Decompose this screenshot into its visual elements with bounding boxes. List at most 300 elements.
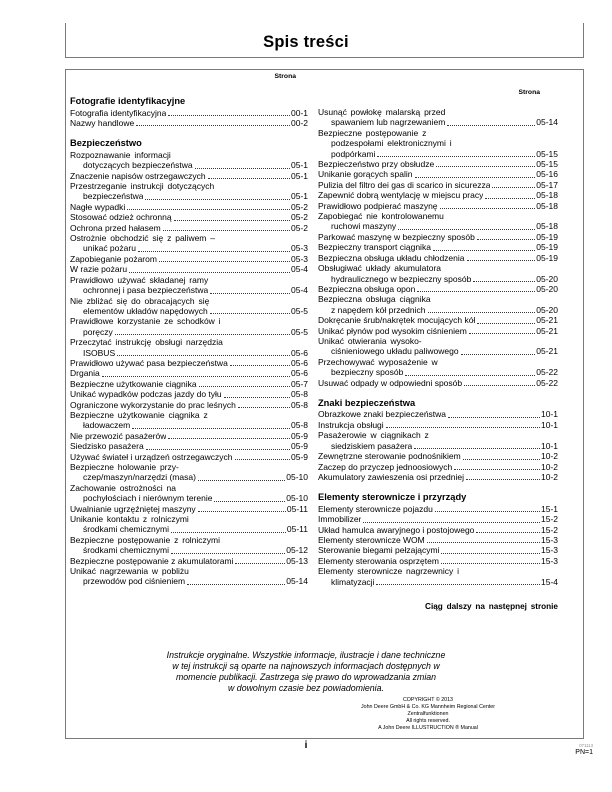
toc-entry-line — [318, 315, 558, 325]
toc-leader-dots — [473, 281, 535, 282]
toc-entry-title: środkami chemicznymi — [83, 545, 169, 556]
toc-entry-line — [318, 545, 558, 555]
toc-entry-page: 05-2 — [290, 222, 308, 233]
toc-entry-page: 05-7 — [290, 378, 308, 389]
toc-entry-page: 05-19 — [536, 252, 558, 263]
toc-entry-title: Znaczenie napisów ostrzegawczych — [70, 170, 206, 181]
toc-entry-page: 05-17 — [536, 179, 558, 190]
toc-entry-title: Drgania — [70, 368, 100, 379]
toc-entry-line — [318, 180, 558, 190]
toc-entry-page: 05-18 — [536, 200, 558, 211]
toc-entry-page: 05-10 — [286, 472, 308, 483]
toc-entry-page: 05-4 — [290, 264, 308, 275]
toc-entry-page: 05-5 — [290, 305, 308, 316]
toc-entry-title: Obrazkowe znaki bezpieczeństwa — [318, 409, 447, 420]
toc-leader-dots — [435, 511, 540, 512]
footer-notice-line: Instrukcje oryginalne. Wszystkie informacje, ilustracje i dane techniczne — [166, 650, 446, 660]
toc-leader-dots — [428, 312, 536, 313]
toc-entry-page: 05-1 — [290, 170, 308, 181]
toc-entry-page: 05-10 — [286, 493, 308, 504]
toc-leader-dots — [224, 397, 290, 398]
toc-section — [318, 107, 558, 388]
toc-entry-line — [318, 346, 558, 356]
toc-entry-line: Zachowanie ostrożności na — [70, 482, 177, 493]
toc-entry-title: Zewnętrzne sterowanie podnośnikiem — [318, 451, 461, 462]
footer-notice-line: momencie publikacji. Zastrzega się prawo do wprowadzania zmian — [175, 671, 437, 682]
toc-entry-line — [318, 169, 558, 179]
toc-entry-title: Zapobieganie pożarom — [70, 253, 157, 264]
toc-entry-line: Zapobiegać nie kontrolowanemu — [318, 211, 444, 222]
toc-leader-dots — [214, 501, 285, 502]
toc-entry-page: 05-22 — [536, 367, 558, 378]
toc-entry-line — [318, 451, 558, 461]
toc-section — [318, 398, 558, 482]
toc-entry-page: 05-11 — [286, 524, 308, 535]
toc-entry-line — [70, 348, 308, 358]
toc-entry-page: 10-2 — [540, 451, 558, 462]
toc-leader-dots — [199, 386, 290, 387]
toc-leader-dots — [454, 469, 540, 470]
column-header-strona-left: Strona — [274, 73, 296, 80]
toc-entry-page: 05-8 — [290, 420, 308, 431]
toc-leader-dots — [363, 522, 540, 523]
toc-entry-page: 10-1 — [540, 409, 558, 420]
toc-entry-line — [70, 368, 308, 378]
footer-notice-line: w tej instrukcji są oparte na najnowszych informacjach dostępnych w — [172, 660, 440, 671]
toc-leader-dots — [377, 156, 535, 157]
toc-entry-title: Bezpieczny transport ciągnika — [318, 242, 431, 253]
content-box-bottom-rule — [65, 738, 584, 739]
toc-entry-line — [318, 221, 558, 231]
toc-leader-dots — [440, 208, 536, 209]
toc-leader-dots — [208, 178, 290, 179]
copyright-line: A John Deere ILLUSTRUCTION ® Manual — [378, 725, 478, 731]
toc-leader-dots — [441, 563, 540, 564]
toc-entry-title: elementów układów napędowych — [83, 305, 208, 316]
toc-entry-line: Unikać nagrzewania w pobliżu — [70, 566, 189, 577]
toc-entry-line — [318, 242, 558, 252]
toc-leader-dots — [461, 354, 536, 355]
content-box-left-rule — [65, 69, 66, 738]
toc-entry-line: Nie zbliżać się do obracających się — [70, 295, 210, 306]
toc-leader-dots — [485, 198, 535, 199]
toc-entry-line — [70, 556, 308, 566]
content-box-top-rule — [65, 69, 584, 70]
toc-entry-page: 05-6 — [290, 368, 308, 379]
toc-leader-dots — [467, 260, 536, 261]
toc-entry-line — [318, 367, 558, 377]
toc-entry-title: spawaniem lub nagrzewaniem — [331, 117, 446, 128]
doc-code: 071113 — [579, 743, 593, 748]
toc-leader-dots — [129, 272, 290, 273]
toc-entry-line — [318, 117, 558, 127]
toc-entry-line: Unikanie kontaktu z rolniczymi — [70, 514, 189, 525]
page-number: i — [304, 740, 308, 751]
toc-entry-page: 10-1 — [540, 440, 558, 451]
toc-leader-dots — [198, 480, 285, 481]
toc-entry-line: Prawidłowo używać składanej ramy — [70, 274, 209, 285]
toc-entry-page: 05-8 — [290, 389, 308, 400]
copyright-line: John Deere GmbH & Co. KG Mannheim Regional Center — [361, 704, 495, 710]
toc-leader-dots — [386, 427, 540, 428]
toc-entry-line — [318, 577, 558, 587]
toc-entry-title: Bezpieczne postępowanie z akumulatorami — [70, 555, 234, 566]
toc-leader-dots — [417, 291, 535, 292]
toc-section-heading: Bezpieczeństwo — [70, 138, 142, 149]
toc-section-heading: Elementy sterownicze i przyrządy — [318, 492, 467, 503]
toc-entry-line — [70, 254, 308, 264]
toc-section-heading: Fotografie identyfikacyjne — [70, 96, 186, 106]
toc-entry-title: W razie pożaru — [70, 264, 128, 275]
print-code: PN=1 — [575, 749, 593, 756]
toc-leader-dots — [477, 239, 535, 240]
toc-entry-title: Parkować maszynę w bezpieczny sposób — [318, 231, 475, 242]
toc-leader-dots — [138, 251, 290, 252]
toc-entry-line — [70, 285, 308, 295]
toc-entry-line — [70, 379, 308, 389]
footer-notice-line: w dowolnym czasie bez powiadomienia. — [228, 682, 384, 693]
toc-entry-title: Nazwy handlowe — [70, 117, 135, 128]
toc-leader-dots — [163, 230, 290, 231]
copyright-line: COPYRIGHT © 2013 — [402, 697, 454, 703]
toc-leader-dots — [477, 323, 535, 324]
toc-entry-line — [70, 452, 308, 462]
toc-leader-dots — [235, 459, 290, 460]
toc-entry-line — [318, 149, 558, 159]
toc-entry-title: Fotografia identyfikacyjna — [70, 107, 167, 118]
toc-entry-title: przewodów pod ciśnieniem — [83, 576, 186, 587]
toc-entry-page: 15-4 — [540, 576, 558, 587]
toc-leader-dots — [463, 459, 540, 460]
toc-entry-page: 05-6 — [290, 357, 308, 368]
toc-entry-line: Elementy sterownicze nagrzewnicy i — [318, 566, 460, 577]
toc-entry-line — [318, 441, 558, 451]
toc-entry-line — [318, 409, 558, 419]
toc-section — [70, 96, 308, 128]
toc-leader-dots — [405, 375, 535, 376]
toc-leader-dots — [102, 376, 290, 377]
toc-entry-title: czep/maszyn/narzędzi (masa) — [83, 472, 196, 483]
toc-entry-title: Akumulatory zawieszenia osi przedniej — [318, 471, 464, 482]
toc-entry-title: Siedzisko pasażera — [70, 441, 144, 452]
toc-entry-page: 15-3 — [540, 535, 558, 546]
toc-entry-line: Prawidłowe korzystanie ze schodków i — [70, 316, 221, 327]
toc-entry-page: 05-6 — [290, 347, 308, 358]
toc-entry-page: 05-9 — [290, 451, 308, 462]
toc-entry-title: Używać świateł i urządzeń ostrzegawczych — [70, 451, 233, 462]
toc-entry-line: Przechowywać wyposażenie w — [318, 356, 438, 367]
toc-entry-page: 05-19 — [536, 231, 558, 242]
toc-entry-line — [70, 118, 308, 128]
toc-leader-dots — [436, 166, 535, 167]
content-box-right-rule — [583, 69, 584, 738]
toc-entry-page: 05-2 — [290, 201, 308, 212]
toc-entry-title: Uwalnianie ugrzęźniętej maszyny — [70, 503, 196, 514]
toc-entry-line: podzespołami elektronicznymi i — [331, 138, 452, 149]
toc-entry-line — [70, 441, 308, 451]
toc-entry-page: 05-18 — [536, 190, 558, 201]
toc-entry-line — [318, 253, 558, 263]
toc-entry-line — [318, 462, 558, 472]
toc-leader-dots — [168, 438, 290, 439]
toc-entry-page: 15-3 — [540, 545, 558, 556]
toc-entry-title: unikać pożaru — [83, 243, 136, 254]
toc-leader-dots — [132, 428, 290, 429]
toc-entry-line — [318, 326, 558, 336]
toc-entry-page: 05-3 — [290, 253, 308, 264]
toc-section-heading: Znaki bezpieczeństwa — [318, 397, 416, 408]
toc-entry-title: Unikać płynów pod wysokim ciśnieniem — [318, 325, 467, 336]
copyright-line: All rights reserved. — [406, 718, 450, 724]
toc-entry-title: środkami chemicznymi — [83, 524, 169, 535]
toc-entry-page: 05-15 — [536, 159, 558, 170]
toc-entry-title: Immobilizer — [318, 514, 362, 525]
toc-entry-title: Sterowanie biegami pełzającymi — [318, 545, 440, 556]
toc-entry-title: ciśnieniowego układu paliwowego — [331, 346, 459, 357]
toc-leader-dots — [127, 209, 290, 210]
toc-leader-dots — [146, 449, 290, 450]
toc-entry-title: Ograniczone wykorzystanie do prac leśnych — [70, 399, 236, 410]
toc-entry-line — [70, 243, 308, 253]
toc-entry-title: klimatyzacji — [331, 576, 375, 587]
toc-entry-line: Rozpoznawanie informacji — [70, 149, 171, 160]
toc-leader-dots — [433, 250, 535, 251]
toc-entry-line — [70, 389, 308, 399]
toc-entry-line — [318, 525, 558, 535]
toc-entry-title: Prawidłowo podpierać maszynę — [318, 200, 438, 211]
toc-entry-page: 05-5 — [290, 326, 308, 337]
footer-notice — [36, 650, 576, 694]
toc-leader-dots — [398, 229, 535, 230]
toc-leader-dots — [441, 553, 540, 554]
toc-entry-line — [70, 223, 308, 233]
toc-entry-line — [318, 378, 558, 388]
toc-leader-dots — [469, 333, 535, 334]
toc-entry-page: 05-21 — [536, 346, 558, 357]
toc-entry-title: ochronnej i pasa bezpieczeństwa — [83, 285, 209, 296]
toc-entry-page: 00-2 — [290, 117, 308, 128]
toc-leader-dots — [159, 261, 290, 262]
toc-entry-title: poręczy — [83, 326, 113, 337]
toc-entry-title: Bezpieczna obsługa opon — [318, 283, 416, 294]
toc-entry-title: Elementy sterownicze WOM — [318, 535, 425, 546]
toc-entry-line — [318, 190, 558, 200]
toc-entry-page: 15-3 — [540, 555, 558, 566]
toc-entry-page: 05-15 — [536, 148, 558, 159]
toc-entry-title: Bezpieczne użytkowanie ciągnika — [70, 378, 197, 389]
toc-leader-dots — [238, 407, 290, 408]
copyright-line: Zentralfunktionen — [407, 711, 449, 717]
toc-entry-line — [70, 472, 308, 482]
toc-entry-page: 05-16 — [536, 169, 558, 180]
toc-column-left — [70, 96, 308, 587]
toc-entry-title: Zaczep do przyczep jednoosiowych — [318, 461, 453, 472]
toc-entry-line — [70, 171, 308, 181]
toc-entry-line — [70, 493, 308, 503]
toc-entry-page: 05-9 — [290, 430, 308, 441]
toc-entry-page: 05-12 — [286, 545, 308, 556]
toc-leader-dots — [476, 532, 540, 533]
toc-entry-page: 05-8 — [290, 399, 308, 410]
toc-leader-dots — [115, 334, 290, 335]
toc-entry-line: Ostrożnie obchodzić się z paliwem – — [70, 233, 215, 244]
toc-entry-line: Przestrzeganie instrukcji dotyczących — [70, 181, 215, 192]
toc-entry-line — [318, 232, 558, 242]
toc-entry-title: hydraulicznego w bezpieczny sposób — [331, 273, 472, 284]
toc-entry-title: Układ hamulca awaryjnego i postojowego — [318, 524, 475, 535]
toc-entry-line — [318, 420, 558, 430]
copyright-block — [330, 697, 526, 732]
toc-entry-page: 05-20 — [536, 273, 558, 284]
toc-leader-dots — [187, 584, 285, 585]
toc-entry-page: 00-1 — [290, 107, 308, 118]
toc-entry-title: Bezpieczeństwo przy obsłudze — [318, 159, 435, 170]
toc-entry-page: 05-14 — [286, 576, 308, 587]
toc-entry-page: 05-9 — [290, 441, 308, 452]
toc-entry-title: z napędem kół przednich — [331, 304, 426, 315]
toc-entry-line: Pasażerowie w ciągnikach z — [318, 430, 429, 441]
toc-entry-line — [70, 191, 308, 201]
toc-leader-dots — [171, 553, 285, 554]
toc-entry-line: Unikać otwierania wysoko- — [318, 335, 422, 346]
toc-entry-title: Ochrona przed hałasem — [70, 222, 161, 233]
toc-entry-line — [318, 535, 558, 545]
toc-leader-dots — [195, 168, 290, 169]
toc-entry-line — [70, 431, 308, 441]
toc-entry-line — [70, 400, 308, 410]
toc-entry-line: Bezpieczne postępowanie z — [318, 127, 427, 138]
toc-entry-title: Elementy sterowania osprzętem — [318, 555, 439, 566]
toc-entry-title: Instrukcja obsługi — [318, 419, 384, 430]
toc-entry-title: Unikać wypadków podczas jazdy do tyłu — [70, 389, 222, 400]
toc-entry-line — [318, 274, 558, 284]
toc-entry-page: 10-2 — [540, 461, 558, 472]
toc-section — [70, 138, 308, 587]
page-title: Spis treści — [263, 33, 349, 51]
toc-entry-title: Bezpieczna obsługa układu chłodzenia — [318, 252, 465, 263]
toc-entry-title: bezpieczeństwa — [83, 191, 144, 202]
toc-entry-page: 05-14 — [536, 117, 558, 128]
toc-leader-dots — [198, 511, 286, 512]
toc-entry-page: 05-20 — [536, 304, 558, 315]
toc-entry-title: ładowaczem — [83, 420, 131, 431]
toc-entry-line — [70, 202, 308, 212]
toc-entry-page: 15-2 — [540, 524, 558, 535]
toc-entry-line: Bezpieczna obsługa ciągnika — [318, 294, 431, 305]
toc-entry-page: 05-20 — [536, 283, 558, 294]
toc-leader-dots — [235, 563, 285, 564]
toc-entry-title: Nie przewozić pasażerów — [70, 430, 167, 441]
toc-leader-dots — [427, 542, 540, 543]
toc-entry-page: 05-11 — [286, 503, 308, 514]
toc-entry-line: Bezpieczne postępowanie z rolniczymi — [70, 534, 221, 545]
toc-entry-line — [70, 545, 308, 555]
toc-entry-line — [70, 358, 308, 368]
toc-leader-dots — [171, 532, 286, 533]
toc-entry-title: ISOBUS — [83, 347, 116, 358]
toc-entry-page: 05-3 — [290, 243, 308, 254]
toc-section — [318, 492, 558, 587]
toc-leader-dots — [492, 187, 535, 188]
toc-leader-dots — [145, 199, 290, 200]
toc-leader-dots — [448, 417, 540, 418]
toc-leader-dots — [415, 177, 536, 178]
toc-entry-line — [70, 212, 308, 222]
toc-leader-dots — [168, 115, 290, 116]
toc-leader-dots — [464, 385, 535, 386]
toc-leader-dots — [376, 584, 540, 585]
toc-entry-line: Przeczytać instrukcję obsługi narzędzia — [70, 337, 223, 348]
toc-entry-title: Elementy sterownicze pojazdu — [318, 503, 433, 514]
toc-entry-page: 05-1 — [290, 160, 308, 171]
toc-entry-line — [70, 524, 308, 534]
title-band-bottom-rule — [65, 57, 584, 58]
column-header-strona-right: Strona — [518, 89, 540, 96]
toc-entry-page: 05-21 — [536, 325, 558, 336]
toc-entry-page: 15-1 — [540, 503, 558, 514]
toc-leader-dots — [230, 365, 290, 366]
toc-leader-dots — [136, 125, 290, 126]
toc-leader-dots — [174, 220, 290, 221]
toc-entry-title: Zapewnić dobrą wentylację w miejscu pracy — [318, 190, 484, 201]
toc-entry-line — [318, 201, 558, 211]
toc-entry-title: podpórkami — [331, 148, 376, 159]
toc-entry-line: Bezpieczne holowanie przy- — [70, 462, 179, 472]
toc-entry-title: Prawidłowo używać pasa bezpieczeństwa — [70, 357, 228, 368]
toc-entry-line — [318, 159, 558, 169]
toc-entry-line — [70, 160, 308, 170]
toc-entry-page: 05-18 — [536, 221, 558, 232]
toc-leader-dots — [117, 355, 290, 356]
toc-entry-page: 05-1 — [290, 191, 308, 202]
toc-entry-line — [70, 576, 308, 586]
toc-entry-title: bezpieczny sposób — [331, 367, 404, 378]
toc-entry-line — [70, 420, 308, 430]
toc-entry-page: 10-1 — [540, 419, 558, 430]
toc-entry-line — [318, 284, 558, 294]
toc-entry-line — [318, 305, 558, 315]
toc-leader-dots — [447, 125, 535, 126]
toc-entry-page: 05-2 — [290, 212, 308, 223]
toc-entry-title: siedziskiem pasażera — [331, 440, 413, 451]
toc-entry-title: dotyczących bezpieczeństwa — [83, 160, 193, 171]
toc-leader-dots — [210, 293, 290, 294]
continued-note: Ciąg dalszy na następnej stronie — [425, 602, 558, 611]
toc-entry-title: Stosować odzież ochronną — [70, 212, 172, 223]
toc-entry-page: 15-2 — [540, 514, 558, 525]
toc-leader-dots — [210, 313, 290, 314]
toc-entry-page: 05-19 — [536, 242, 558, 253]
toc-column-right — [318, 107, 558, 587]
toc-entry-page: 10-2 — [540, 471, 558, 482]
toc-entry-line — [318, 514, 558, 524]
toc-entry-title: Usuwać odpady w odpowiedni sposób — [318, 377, 463, 388]
toc-entry-line — [70, 504, 308, 514]
toc-entry-line — [318, 472, 558, 482]
toc-entry-line: Obsługiwać układy akumulatora — [318, 263, 442, 274]
toc-entry-line — [70, 108, 308, 118]
toc-entry-line: Usunąć powłokę malarską przed — [318, 107, 446, 117]
toc-entry-line — [70, 264, 308, 274]
toc-entry-page: 05-22 — [536, 377, 558, 388]
toc-entry-line — [318, 556, 558, 566]
toc-entry-page: 05-13 — [286, 555, 308, 566]
toc-entry-title: Pulizia del filtro dei gas di scarico in sicurezza — [318, 179, 491, 190]
toc-entry-line — [70, 306, 308, 316]
toc-entry-title: Unikanie gorących spalin — [318, 169, 413, 180]
toc-entry-line: Bezpieczne użytkowanie ciągnika z — [70, 409, 208, 420]
toc-entry-line — [70, 327, 308, 337]
